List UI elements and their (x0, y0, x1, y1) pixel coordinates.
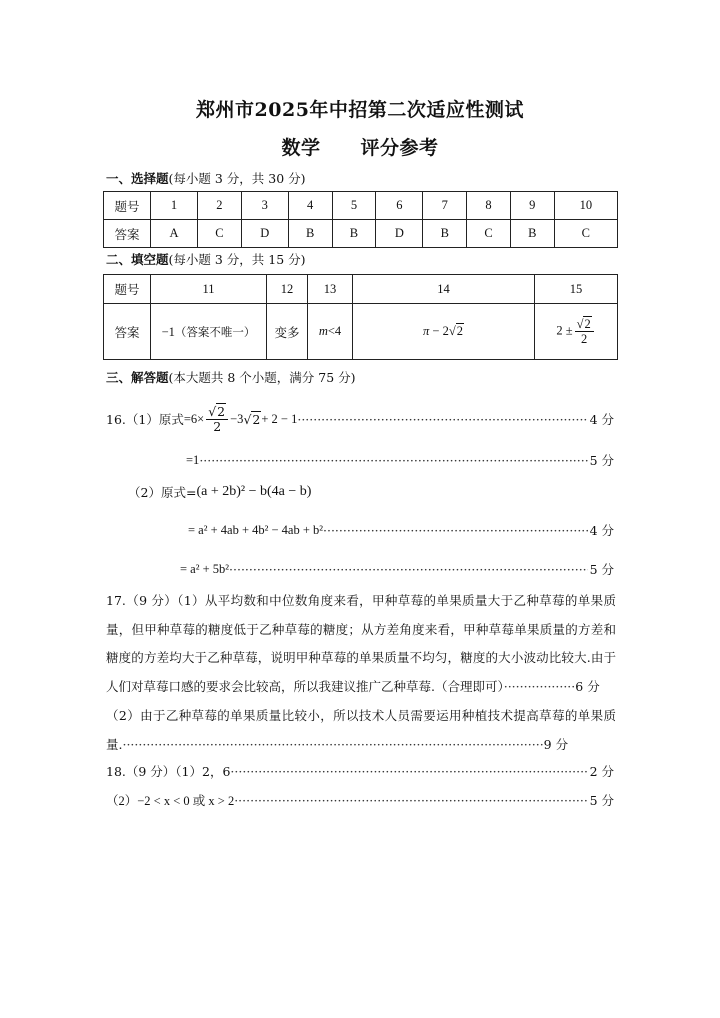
fill-answer-table (103, 274, 618, 360)
answer-cell: C (467, 220, 511, 248)
q17-part2: （2）由于乙种草莓的单果质量比较小，所以技术人员需要运用种植技术提高草莓的单果质量.··········································································································9 分 (106, 708, 616, 752)
fraction: $\frac{√2}{2}$ (575, 317, 594, 346)
question-number: 13 (308, 275, 353, 304)
section3-title: 三、解答题 (106, 370, 169, 385)
row-label-answer: 答案 (104, 304, 151, 360)
answer-cell: D (241, 220, 288, 248)
score-label: 6 分 (575, 678, 600, 694)
answer-11: −1（答案不唯一） (151, 304, 267, 360)
question-number: 1 (151, 192, 198, 220)
answer-cell: D (376, 220, 423, 248)
question-number: 12 (267, 275, 308, 304)
score-label: 5 分 (589, 562, 614, 577)
answer-cell: A (151, 220, 198, 248)
row-label-question: 题号 (104, 192, 151, 220)
answer-cell: B (423, 220, 467, 248)
question-number: 11 (151, 275, 267, 304)
subtitle-subject: 数学 (281, 137, 321, 159)
q16-part2-step1-line: = a² + 4ab + 4b² − 4ab + b² ····· 4 分 (188, 520, 614, 540)
question-number: 4 (288, 192, 332, 220)
question-number: 15 (535, 275, 618, 304)
leader-dots (297, 412, 587, 427)
score-label: 4 分 (589, 523, 614, 538)
question-number: 5 (332, 192, 376, 220)
score-label: 5 分 (589, 793, 614, 808)
q17-part1-text: 17.（9 分）（1）从平均数和中位数角度来看，甲种草莓的单果质量大于乙种草莓的单果质量，但甲种草莓的糖度低于乙种草莓的糖度；从方差角度来看，甲种草莓单果质量的方差和糖度的方差均大于乙种草莓，说明甲种草莓的单果质量不均匀，糖度的大小波动比较大.由于人们对草莓口感的要求会比较高，所以我建议推广乙种草莓.（合理即可） (106, 593, 616, 694)
leader-dots (229, 562, 588, 577)
fraction: $\frac{√2}{2}$ (206, 405, 228, 434)
leader-dots (230, 764, 587, 779)
section2-title: 二、填空题 (106, 252, 169, 267)
answer-13: m<4 (308, 304, 353, 360)
answer-14: π − 2√2 (353, 304, 535, 360)
q16-part2-line: （2）原式= (a + 2b)² − b(4a − b) (128, 484, 312, 500)
q16-part1-line: 16.（1）原式 =6× $\frac{√2}{2}$ −3 √2 + 2 − 1 ····· 4 分 (106, 402, 614, 436)
answer-cell: B (332, 220, 376, 248)
section3-heading (106, 368, 356, 386)
q18-part1-line: 18.（9 分）（1）2，6 ····· 2 分 (106, 761, 614, 781)
question-number: 8 (467, 192, 511, 220)
choice-answer-table (103, 191, 618, 248)
question-number: 6 (376, 192, 423, 220)
answer-cell: B (288, 220, 332, 248)
score-label: 2 分 (589, 764, 614, 779)
page-title: 郑州市2025年中招第二次适应性测试 (196, 99, 524, 121)
q16-part1-label: 16.（1）原式 (106, 412, 184, 427)
q18-part2-line: （2）−2 < x < 0 或 x > 2 ····· 5 分 (106, 790, 614, 810)
question-number: 10 (554, 192, 617, 220)
q17-part2-text: （2）由于乙种草莓的单果质量比较小，所以技术人员需要运用种植技术提高草莓的单果质量. (106, 708, 616, 752)
section2-heading (106, 250, 306, 268)
q16-part2-step2-line: = a² + 5b² ····· 5 分 (180, 559, 614, 579)
row-label-answer: 答案 (104, 220, 151, 248)
leader-dots (199, 453, 587, 468)
score-label: 5 分 (589, 453, 614, 468)
page-subtitle (0, 133, 720, 160)
section1-heading (106, 169, 306, 187)
question-number: 9 (510, 192, 554, 220)
section1-title: 一、选择题 (106, 171, 169, 186)
q16-part1-result-line: =1 ····· 5 分 (186, 450, 614, 470)
question-number: 2 (198, 192, 242, 220)
score-label: 9 分 (543, 736, 569, 752)
leader-dots (323, 523, 588, 538)
sqrt-symbol: √2 (448, 324, 463, 338)
question-number: 3 (241, 192, 288, 220)
row-label-question: 题号 (104, 275, 151, 304)
section1-note: (每小题 3 分，共 30 分) (168, 171, 306, 186)
leader-dots (234, 793, 587, 808)
question-number: 14 (353, 275, 535, 304)
section3-note: (本大题共 8 个小题，满分 75 分) (168, 370, 356, 385)
answer-12: 变多 (267, 304, 308, 360)
question-number: 7 (423, 192, 467, 220)
q17-part1: 17.（9 分）（1）从平均数和中位数角度来看，甲种草莓的单果质量大于乙种草莓的单果质量，但甲种草莓的糖度低于乙种草莓的糖度；从方差角度来看，甲种草莓单果质量的方差和糖度的方差均大于乙种草莓，说明甲种草莓的单果质量不均匀，糖度的大小波动比较大.由于人们对草莓口感的要求会比较高，所以我建议推广乙种草莓.（合理即可）··················6 分 (106, 593, 616, 694)
score-label: 4 分 (589, 412, 614, 427)
section2-note: (每小题 3 分，共 15 分) (168, 252, 306, 267)
answer-15: 2 ± $\frac{√2}{2}$ (535, 304, 618, 360)
subtitle-kind: 评分参考 (360, 137, 439, 159)
answer-cell: B (510, 220, 554, 248)
answer-cell: C (554, 220, 617, 248)
answer-cell: C (198, 220, 242, 248)
